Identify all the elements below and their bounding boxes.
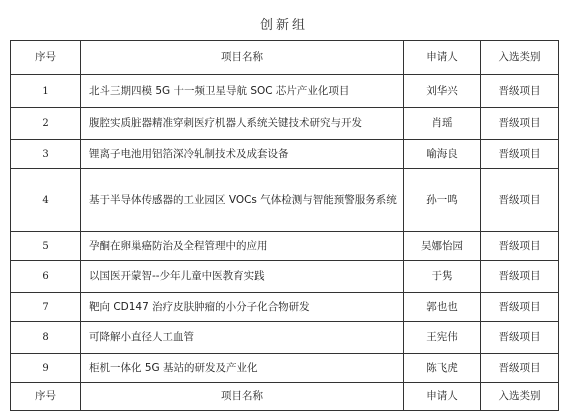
- row-applicant: 于隽: [404, 261, 481, 293]
- row-category: 晋级项目: [481, 354, 559, 383]
- table-row: [11, 75, 559, 108]
- row-no: 7: [11, 293, 81, 322]
- row-no: 3: [11, 140, 81, 169]
- page-title: 创新组: [259, 18, 308, 33]
- row-project-name: 柜机一体化 5G 基站的研发及产业化: [81, 354, 404, 383]
- row-no: 1: [11, 75, 81, 108]
- row-category: 晋级项目: [481, 261, 559, 293]
- row-no: 2: [11, 108, 81, 140]
- row-applicant: 吴娜怡园: [404, 232, 481, 261]
- row-applicant: 喻海良: [404, 140, 481, 169]
- row-category: 晋级项目: [481, 293, 559, 322]
- header-category: 入选类别: [481, 41, 559, 75]
- row-project-name: 北斗三期四模 5G 十一频卫星导航 SOC 芯片产业化项目: [81, 75, 404, 108]
- row-category: 晋级项目: [481, 232, 559, 261]
- table-row: [11, 293, 559, 322]
- table-header-row: [11, 41, 559, 75]
- row-applicant: 孙一鸣: [404, 169, 481, 232]
- row-applicant: 刘华兴: [404, 75, 481, 108]
- header-no: 序号: [11, 41, 81, 75]
- row-project-name: 以国医开蒙智--少年儿童中医教育实践: [81, 261, 404, 293]
- row-category: 晋级项目: [481, 108, 559, 140]
- footer-project-name: 项目名称: [81, 383, 404, 411]
- row-project-name: 腹腔实质脏器精准穿刺医疗机器人系统关键技术研究与开发: [81, 108, 404, 140]
- row-no: 6: [11, 261, 81, 293]
- footer-category: 入选类别: [481, 383, 559, 411]
- row-project-name: 基于半导体传感器的工业园区 VOCs 气体检测与智能预警服务系统: [81, 169, 404, 232]
- row-no: 8: [11, 322, 81, 354]
- header-project-name: 项目名称: [81, 41, 404, 75]
- row-applicant: 王宪伟: [404, 322, 481, 354]
- row-applicant: 郭也也: [404, 293, 481, 322]
- table-row: [11, 322, 559, 354]
- row-category: 晋级项目: [481, 322, 559, 354]
- header-applicant: 申请人: [404, 41, 481, 75]
- table-footer-row: [11, 383, 559, 411]
- row-project-name: 锂离子电池用铝箔深冷轧制技术及成套设备: [81, 140, 404, 169]
- row-project-name: 可降解小直径人工血管: [81, 322, 404, 354]
- footer-applicant: 申请人: [404, 383, 481, 411]
- row-category: 晋级项目: [481, 140, 559, 169]
- row-applicant: 陈飞虎: [404, 354, 481, 383]
- row-no: 9: [11, 354, 81, 383]
- table-row: [11, 140, 559, 169]
- row-no: 5: [11, 232, 81, 261]
- table-row: [11, 169, 559, 232]
- table-row: [11, 261, 559, 293]
- row-applicant: 肖瑶: [404, 108, 481, 140]
- row-project-name: 孕酮在卵巢癌防治及全程管理中的应用: [81, 232, 404, 261]
- project-table: [10, 40, 559, 411]
- table-row: [11, 108, 559, 140]
- table-row: [11, 232, 559, 261]
- row-project-name: 靶向 CD147 治疗皮肤肿瘤的小分子化合物研发: [81, 293, 404, 322]
- row-category: 晋级项目: [481, 75, 559, 108]
- footer-no: 序号: [11, 383, 81, 411]
- table-row: [11, 354, 559, 383]
- row-no: 4: [11, 169, 81, 232]
- row-category: 晋级项目: [481, 169, 559, 232]
